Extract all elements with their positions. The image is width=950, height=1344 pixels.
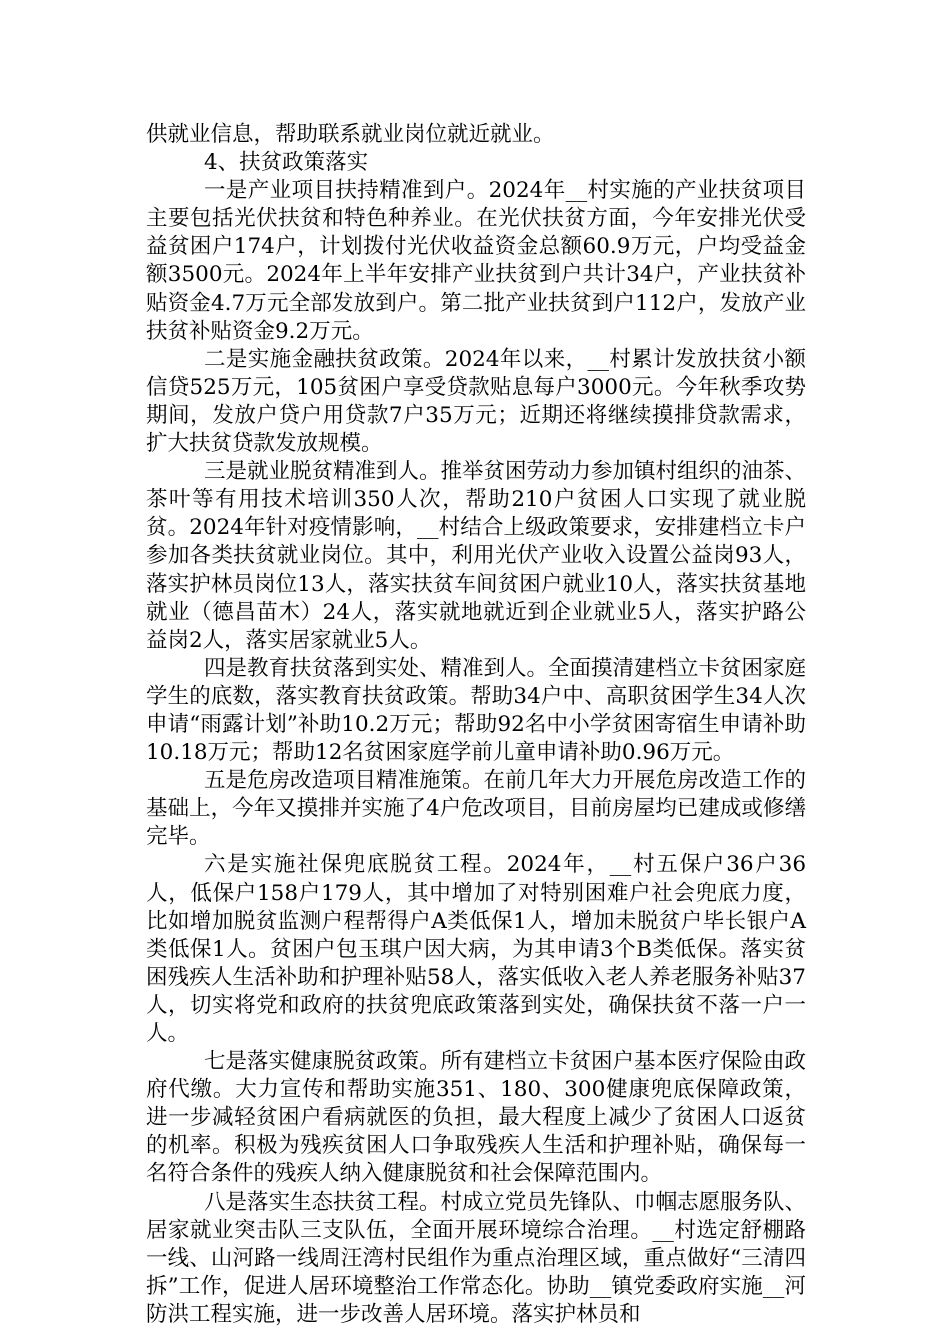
paragraph-financial-policy: 二是实施金融扶贫政策。2024年以来，__村累计发放扶贫小额信贷525万元，105贫困户享受贷款贴息每户3000元。今年秋季攻势期间，发放户贷户用贷款7户35万元；近期还将继续摸排贷款需求，扩大扶贫贷款发放规模。 <box>146 346 806 457</box>
paragraph-ecology: 八是落实生态扶贫工程。村成立党员先锋队、巾帼志愿服务队、居家就业突击队三支队伍，全面开展环境综合治理。__村选定舒棚路一线、山河路一线周汪湾村民组作为重点治理区域，重点做好“三清四拆”工作，促进人居环境整治工作常态化。协助__镇党委政府实施__河防洪工程实施，进一步改善人居环境。落实护林员和 <box>146 1189 807 1327</box>
paragraph-social-security: 六是实施社保兜底脱贫工程。2024年，__村五保户36户36人，低保户158户179人，其中增加了对特别困难户社会兜底力度，比如增加脱贫监测户程帮得户A类低保1人，增加未脱贫户毕长银户A类低保1人。贫困户包玉琪户因大病，为其申请3个B类低保。落实贫困残疾人生活补助和护理补贴58人，落实低收入老人养老服务补贴37人，切实将党和政府的扶贫兜底政策落到实处，确保扶贫不落一户一人。 <box>146 852 806 1046</box>
paragraph-intro-tail: 供就业信息，帮助联系就业岗位就近就业。 <box>146 122 555 147</box>
paragraph-health: 七是落实健康脱贫政策。所有建档立卡贫困户基本医疗保险由政府代缴。大力宣传和帮助实施351、180、300健康兜底保障政策，进一步减轻贫困户看病就医的负担，最大程度上减少了贫困人口返贫的机率。积极为残疾贫困人口争取残疾人生活和护理补贴，确保每一名符合条件的残疾人纳入健康脱贫和社会保障范围内。 <box>146 1049 807 1187</box>
paragraph-employment: 三是就业脱贫精准到人。推举贫困劳动力参加镇村组织的油茶、茶叶等有用技术培训350人次，帮助210户贫困人口实现了就业脱贫。2024年针对疫情影响，__村结合上级政策要求，安排建档立卡户参加各类扶贫就业岗位。其中，利用光伏产业收入设置公益岗93人，落实护林员岗位13人，落实扶贫车间贫困户就业10人，落实扶贫基地就业（德昌苗木）24人，落实就地就近到企业就业5人，落实护路公益岗2人，落实居家就业5人。 <box>146 459 807 653</box>
paragraph-industry-support: 一是产业项目扶持精准到户。2024年__村实施的产业扶贫项目主要包括光伏扶贫和特色种养业。在光伏扶贫方面，今年安排光伏受益贫困户174户，计划拨付光伏收益资金总额60.9万元，户均受益金额3500元。2024年上半年安排产业扶贫到户共计34户，产业扶贫补贴资金4.7万元全部发放到户。第二批产业扶贫到户112户，发放产业扶贫补贴资金9.2万元。 <box>146 178 806 344</box>
section-heading: 4、扶贫政策落实 <box>204 150 369 176</box>
paragraph-housing: 五是危房改造项目精准施策。在前几年大力开展危房改造工作的基础上，今年又摸排并实施了4户危改项目，目前房屋均已建成或修缮完毕。 <box>146 768 807 850</box>
document-body <box>146 121 806 1329</box>
paragraph-education: 四是教育扶贫落到实处、精准到人。全面摸清建档立卡贫困家庭学生的底数，落实教育扶贫政策。帮助34户中、高职贫困学生34人次申请“雨露计划”补助10.2万元；帮助92名中小学贫困寄宿生申请补助10.18万元；帮助12名贫困家庭学前儿童申请补助0.96万元。 <box>146 655 807 766</box>
